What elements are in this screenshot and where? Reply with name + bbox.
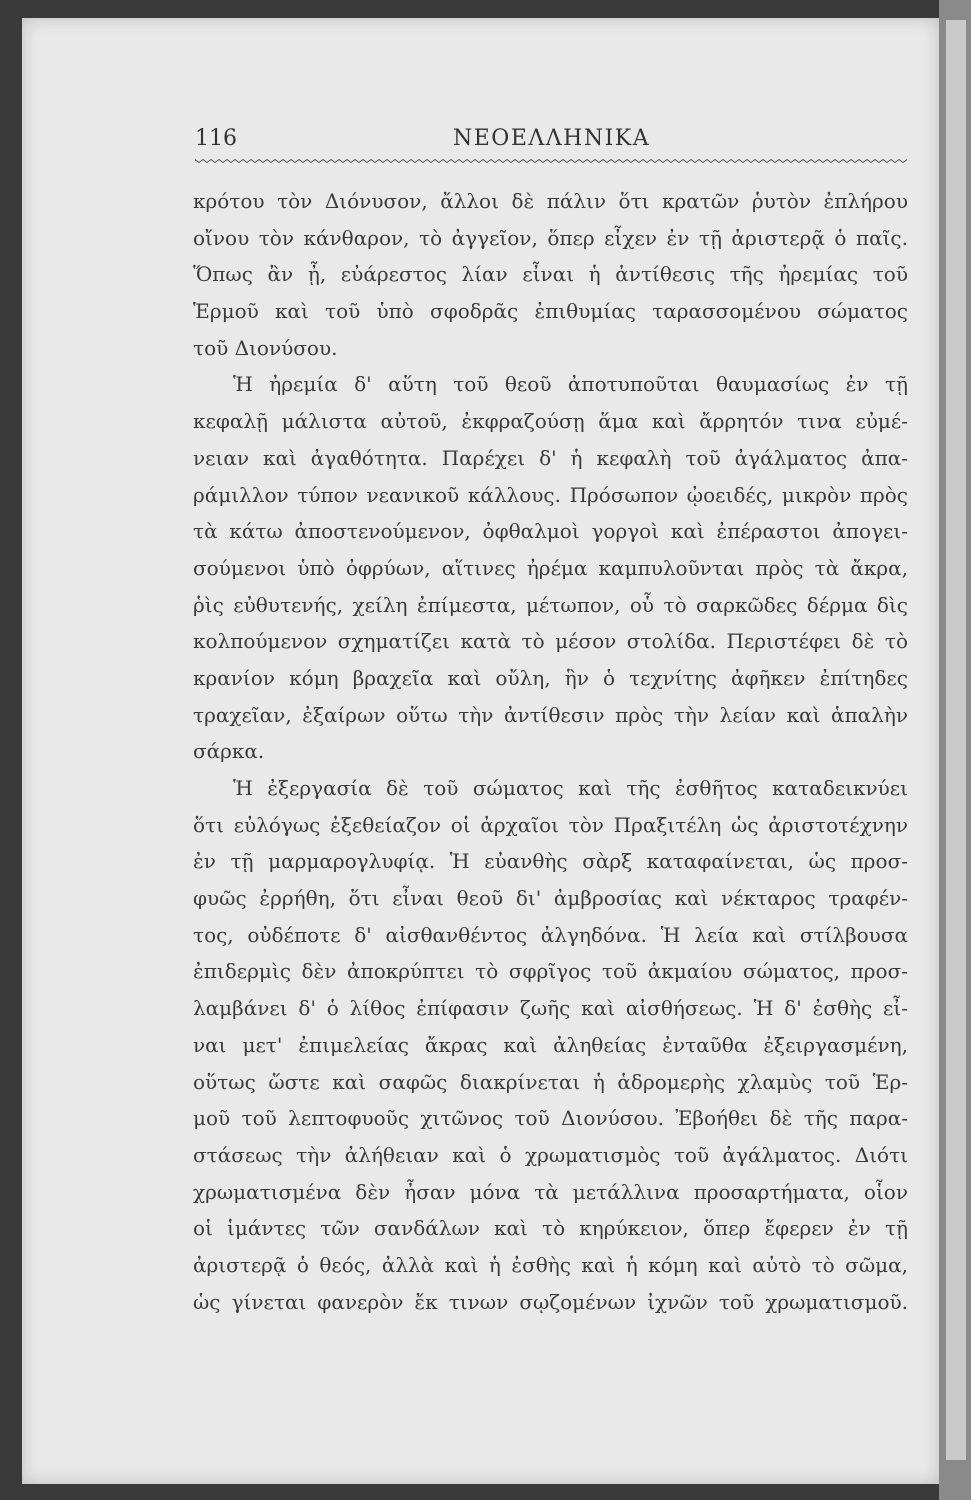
text-line: τος, οὐδέποτε δ' αἰσθανθέντος ἀλγηδόνα. Ἡ λεία καὶ στίλβουσα <box>193 922 908 947</box>
text-line: νειαν καὶ ἀγαθότητα. Παρέχει δ' ἡ κεφαλὴ τοῦ ἀγάλματος ἀπα- <box>193 445 908 470</box>
header-wavy-rule <box>195 158 910 164</box>
page-number: 116 <box>195 126 237 151</box>
running-title: ΝΕΟΕΛΛΗΝΙΚΑ <box>453 126 651 151</box>
text-line: Ὅπως ἂν ᾖ, εὐάρεστος λίαν εἶναι ἡ ἀντίθεσις τῆς ἠρεμίας τοῦ <box>193 262 908 287</box>
text-line: φυῶς ἐρρήθη, ὅτι εἶναι θεοῦ δι' ἀμβροσίας καὶ νέκταρος τραφέν- <box>193 886 908 911</box>
text-line: μοῦ τοῦ λεπτοφυοῦς χιτῶνος τοῦ Διονύσου. Ἐβοήθει δὲ τῆς παρα- <box>193 1106 908 1131</box>
text-line: ὅτι εὐλόγως ἐξεθείαζον οἱ ἀρχαῖοι τὸν Πραξιτέλη ὡς ἀριστοτέχνην <box>193 812 908 837</box>
text-line: Ἡ ἠρεμία δ' αὕτη τοῦ θεοῦ ἀποτυποῦται θαυμασίως ἐν τῇ <box>233 372 908 397</box>
text-line: λαμβάνει δ' ὁ λίθος ἐπίφασιν ζωῆς καὶ αἰσθήσεως. Ἡ δ' ἐσθὴς εἶ- <box>193 996 908 1021</box>
text-line: στάσεως τὴν ἀλήθειαν καὶ ὁ χρωματισμὸς τοῦ ἀγάλματος. Διότι <box>193 1142 908 1167</box>
text-line: κρανίον κόμη βραχεῖα καὶ οὔλη, ἣν ὁ τεχνίτης ἀφῆκεν ἐπίτηδες <box>193 665 908 690</box>
text-line: ἀριστερᾷ ὁ θεός, ἀλλὰ καὶ ἡ ἐσθὴς καὶ ἡ κόμη καὶ αὐτὸ τὸ σῶμα, <box>193 1252 908 1277</box>
text-line: ῥὶς εὐθυτενής, χείλη ἐπίμεστα, μέτωπον, οὗ τὸ σαρκῶδες δέρμα δὶς <box>193 592 908 617</box>
text-line: Ἡ ἐξεργασία δὲ τοῦ σώματος καὶ τῆς ἐσθῆτος καταδεικνύει <box>233 776 908 800</box>
text-line: τοῦ Διονύσου. <box>193 335 338 360</box>
text-line: κολπούμενον σχηματίζει κατὰ τὸ μέσον στολίδα. Περιστέφει δὲ τὸ <box>193 629 908 654</box>
text-line: οὕτως ὥστε καὶ σαφῶς διακρίνεται ἡ ἁδρομερὴς χλαμὺς τοῦ Ἑρ- <box>193 1069 908 1094</box>
text-line: ἐν τῇ μαρμαρογλυφίᾳ. Ἡ εὐανθὴς σὰρξ καταφαίνεται, ὡς προσ- <box>193 849 908 874</box>
page-header <box>195 126 910 160</box>
body-text <box>193 183 908 1320</box>
text-line: ὡς γίνεται φανερὸν ἔκ τινων σῳζομένων ἰχνῶν τοῦ χρωματισμοῦ. <box>193 1289 908 1314</box>
text-line: κρότου τὸν Διόνυσον, ἄλλοι δὲ πάλιν ὅτι κρατῶν ῥυτὸν ἐπλήρου <box>193 189 908 213</box>
text-line: οἴνου τὸν κάνθαρον, τὸ ἀγγεῖον, ὅπερ εἶχεν ἐν τῇ ἀριστερᾷ ὁ παῖς. <box>193 225 908 250</box>
text-line: κεφαλῇ μάλιστα αὐτοῦ, ἐκφραζούσῃ ἅμα καὶ ἄρρητόν τινα εὐμέ- <box>193 409 908 434</box>
text-line: Ἑρμοῦ καὶ τοῦ ὑπὸ σφοδρᾶς ἐπιθυμίας ταρασσομένου σώματος <box>193 299 908 324</box>
text-line: οἱ ἱμάντες τῶν σανδάλων καὶ τὸ κηρύκειον, ὅπερ ἔφερεν ἐν τῇ <box>193 1216 908 1241</box>
text-line: τραχεῖαν, ἐξαίρων οὕτω τὴν ἀντίθεσιν πρὸς τὴν λείαν καὶ ἁπαλὴν <box>193 702 908 727</box>
text-line: ράμιλλον τύπον νεανικοῦ κάλλους. Πρόσωπον ᾠοειδές, μικρὸν πρὸς <box>193 482 908 507</box>
page-edge-inner <box>946 20 966 1460</box>
text-line: ναι μετ' ἐπιμελείας ἄκρας καὶ ἀληθείας ἐνταῦθα ἐξειργασμένη, <box>193 1032 908 1057</box>
text-line: τὰ κάτω ἀποστενούμενον, ὀφθαλμοὶ γοργοὶ καὶ ἐπέραστοι ἀπογει- <box>193 519 908 544</box>
text-line: σούμενοι ὑπὸ ὀφρύων, αἵτινες ἠρέμα καμπυλοῦνται πρὸς τὰ ἄκρα, <box>193 555 908 580</box>
text-line: σάρκα. <box>193 739 265 764</box>
text-line: χρωματισμένα δὲν ἦσαν μόνα τὰ μετάλλινα προσαρτήματα, οἷον <box>193 1179 908 1204</box>
text-line: ἐπιδερμὶς δὲν ἀποκρύπτει τὸ σφρῖγος τοῦ ἀκμαίου σώματος, προσ- <box>193 959 908 984</box>
